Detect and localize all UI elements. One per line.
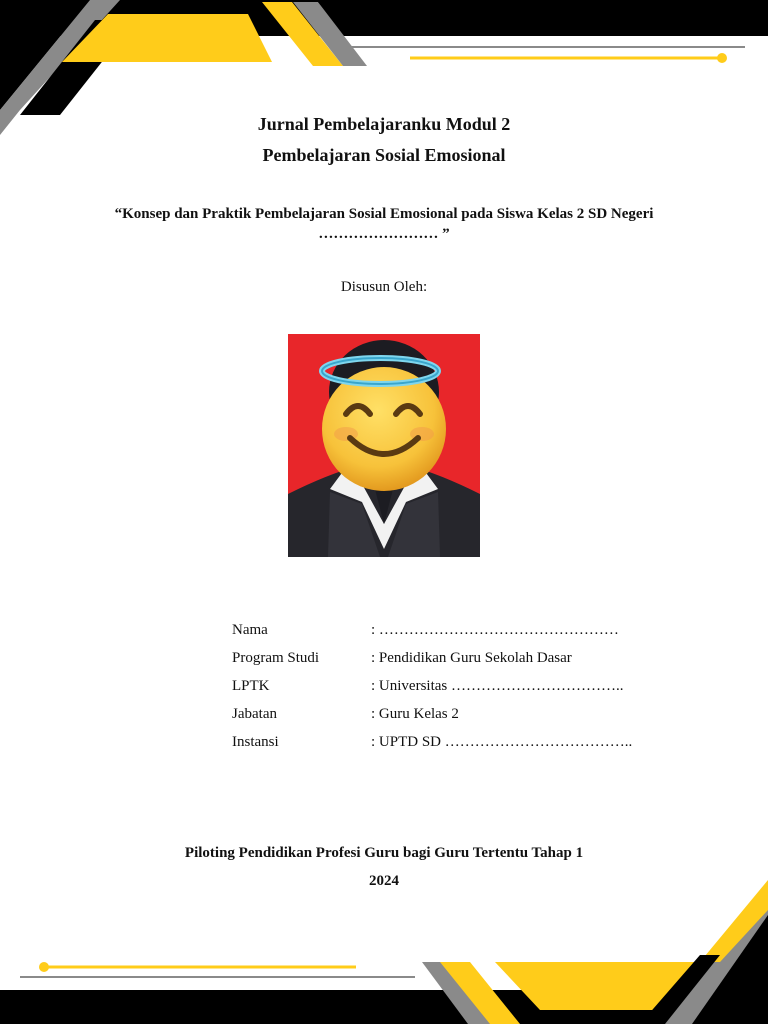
info-label: Nama: [232, 622, 268, 638]
info-label: Jabatan: [232, 706, 277, 722]
info-value: : Pendidikan Guru Sekolah Dasar: [371, 650, 572, 666]
info-label: LPTK: [232, 678, 270, 694]
author-label: Disusun Oleh:: [340, 279, 428, 295]
subject-quote: [90, 204, 678, 244]
document-subtitle: Pembelajaran Sosial Emosional: [262, 145, 506, 165]
author-photo: [288, 334, 480, 557]
document-title: Jurnal Pembelajaranku Modul 2: [257, 114, 511, 134]
info-value: : Universitas ……………………………..: [371, 678, 624, 694]
subject-line-1: “Konsep dan Praktik Pembelajaran Sosial Emosional pada Siswa Kelas 2 SD Negeri: [114, 206, 654, 222]
info-value: : Guru Kelas 2: [371, 706, 459, 722]
year: 2024: [369, 873, 399, 889]
subject-line-2: …………………… ”: [318, 226, 450, 242]
info-label: Program Studi: [232, 650, 320, 666]
info-value: : UPTD SD ………………………………..: [371, 734, 633, 750]
info-value: : …………………………………………: [371, 622, 619, 638]
info-label: Instansi: [232, 734, 279, 750]
program-name: Piloting Pendidikan Profesi Guru bagi Guru Tertentu Tahap 1: [184, 845, 584, 861]
